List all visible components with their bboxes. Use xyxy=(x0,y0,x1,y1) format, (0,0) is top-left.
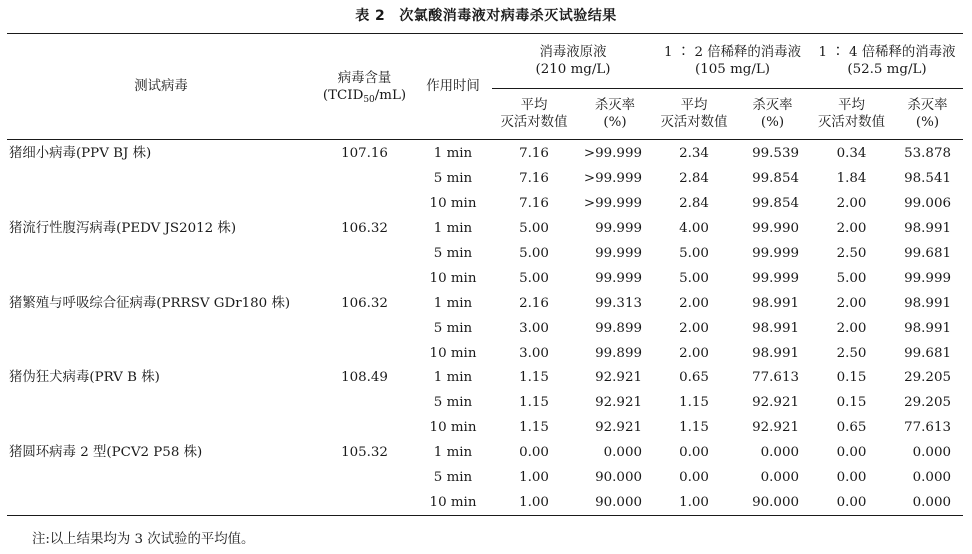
cell-content: 107.16 xyxy=(341,146,388,162)
header-rate-line1: 杀灭率 xyxy=(907,98,948,113)
table-row xyxy=(7,242,963,267)
header-avg-line1: 平均 xyxy=(680,98,708,113)
cell-time: 1 min xyxy=(433,295,473,311)
cell-content xyxy=(315,490,414,515)
header-rate-quarter xyxy=(892,89,963,140)
cell-avg-quarter: 2.00 xyxy=(836,295,867,311)
header-avg-line2: 灭活对数值 xyxy=(660,115,728,130)
header-rate-half xyxy=(734,89,811,140)
header-content-main: 病毒含量 xyxy=(337,70,392,86)
cell-virus xyxy=(7,466,315,491)
cell-rate-half: 98.991 xyxy=(752,320,799,336)
cell-avg-half: 2.84 xyxy=(679,196,709,212)
table-body xyxy=(7,140,963,516)
cell-rate-stock: >99.999 xyxy=(583,146,642,162)
header-time: 作用时间 xyxy=(414,34,492,140)
cell-avg-quarter: 0.65 xyxy=(836,420,867,436)
header-rate-stock xyxy=(576,89,654,140)
cell-rate-half: 0.000 xyxy=(760,445,799,461)
cell-virus xyxy=(7,416,315,441)
cell-avg-stock: 1.15 xyxy=(519,395,549,411)
cell-time: 10 min xyxy=(429,345,477,361)
table-row xyxy=(7,391,963,416)
cell-time: 5 min xyxy=(433,171,473,187)
cell-time: 5 min xyxy=(433,395,473,411)
header-avg-line2: 灭活对数值 xyxy=(500,115,568,130)
cell-time: 1 min xyxy=(433,146,473,162)
cell-avg-stock: 5.00 xyxy=(519,221,549,237)
cell-rate-half: 99.854 xyxy=(752,171,799,187)
cell-rate-stock: 99.999 xyxy=(595,246,642,261)
cell-avg-quarter: 1.84 xyxy=(836,171,867,187)
header-group-quarter-line1: 1 ∶ 4 倍稀释的消毒液 xyxy=(818,45,956,60)
cell-rate-stock: 90.000 xyxy=(595,494,642,510)
header-avg-stock xyxy=(492,89,576,140)
header-content-unit-sub: 50 xyxy=(363,94,375,105)
cell-virus: 猪细小病毒(PPV BJ 株) xyxy=(9,146,152,162)
header-rate-line1: 杀灭率 xyxy=(752,98,793,113)
cell-content xyxy=(315,266,414,291)
header-group-half-line1: 1 ∶ 2 倍稀释的消毒液 xyxy=(664,45,801,60)
cell-avg-quarter: 2.00 xyxy=(836,196,867,212)
cell-avg-stock: 7.16 xyxy=(519,196,549,212)
table-row xyxy=(7,366,963,391)
cell-avg-quarter: 2.00 xyxy=(836,320,867,336)
cell-avg-stock: 1.15 xyxy=(519,370,549,386)
header-group-half-line2: (105 mg/L) xyxy=(695,62,770,77)
table-row xyxy=(7,490,963,515)
cell-rate-quarter: 0.000 xyxy=(912,445,951,461)
cell-virus xyxy=(7,316,315,341)
table-row xyxy=(7,441,963,466)
cell-time: 1 min xyxy=(433,370,473,386)
cell-avg-half: 2.00 xyxy=(679,345,709,361)
cell-avg-stock: 5.00 xyxy=(519,270,549,286)
cell-rate-stock: 0.000 xyxy=(603,445,642,461)
cell-avg-stock: 5.00 xyxy=(519,246,549,261)
cell-rate-quarter: 98.541 xyxy=(904,171,951,187)
cell-content: 108.49 xyxy=(341,370,388,386)
cell-content: 105.32 xyxy=(341,445,388,461)
table-row xyxy=(7,217,963,242)
cell-avg-half: 1.00 xyxy=(679,494,709,510)
header-content-unit-pre: (TCID xyxy=(322,87,364,103)
cell-content xyxy=(315,167,414,192)
cell-content: 106.32 xyxy=(341,221,388,237)
table-row xyxy=(7,266,963,291)
cell-avg-half: 4.00 xyxy=(679,221,709,237)
cell-avg-stock: 3.00 xyxy=(519,320,549,336)
cell-rate-half: 92.921 xyxy=(752,395,799,411)
cell-time: 10 min xyxy=(429,494,477,510)
header-rate-line2: (%) xyxy=(760,115,785,130)
cell-avg-stock: 0.00 xyxy=(519,445,549,461)
cell-avg-stock: 1.00 xyxy=(519,494,549,510)
header-content-unit-post: /mL) xyxy=(374,87,407,103)
cell-rate-half: 90.000 xyxy=(752,494,799,510)
cell-rate-stock: 92.921 xyxy=(595,395,642,411)
cell-avg-half: 2.00 xyxy=(679,320,709,336)
cell-rate-stock: 99.899 xyxy=(595,320,642,336)
header-rate-line2: (%) xyxy=(915,115,940,130)
cell-rate-stock: >99.999 xyxy=(583,171,642,187)
cell-avg-half: 5.00 xyxy=(679,270,709,286)
cell-avg-quarter: 0.00 xyxy=(836,445,867,461)
cell-rate-quarter: 53.878 xyxy=(904,146,951,162)
table-row xyxy=(7,466,963,491)
cell-rate-half: 99.999 xyxy=(752,270,799,286)
cell-rate-half: 0.000 xyxy=(760,470,799,486)
cell-avg-quarter: 2.00 xyxy=(836,221,867,237)
cell-time: 10 min xyxy=(429,196,477,212)
cell-virus: 猪圆环病毒 2 型(PCV2 P58 株) xyxy=(9,445,203,461)
cell-rate-quarter: 99.006 xyxy=(904,196,951,212)
cell-virus xyxy=(7,167,315,192)
header-virus: 测试病毒 xyxy=(7,34,315,140)
cell-avg-stock: 7.16 xyxy=(519,171,549,187)
cell-rate-half: 98.991 xyxy=(752,295,799,311)
cell-time: 10 min xyxy=(429,270,477,286)
cell-avg-half: 5.00 xyxy=(679,246,709,261)
cell-virus: 猪伪狂犬病毒(PRV B 株) xyxy=(9,370,160,386)
cell-virus xyxy=(7,192,315,217)
cell-avg-half: 0.65 xyxy=(679,370,709,386)
cell-content xyxy=(315,466,414,491)
cell-time: 5 min xyxy=(433,320,473,336)
table-row xyxy=(7,416,963,441)
cell-rate-stock: 99.999 xyxy=(595,221,642,237)
cell-rate-stock: 99.313 xyxy=(595,295,642,311)
table-row xyxy=(7,291,963,316)
cell-avg-quarter: 0.00 xyxy=(836,494,867,510)
header-group-stock-line2: (210 mg/L) xyxy=(535,62,611,77)
cell-rate-stock: 92.921 xyxy=(595,370,642,386)
cell-rate-stock: >99.999 xyxy=(583,196,642,212)
header-avg-line1: 平均 xyxy=(520,98,548,113)
cell-avg-quarter: 0.15 xyxy=(836,370,867,386)
cell-time: 10 min xyxy=(429,420,477,436)
header-content xyxy=(315,34,414,140)
cell-virus xyxy=(7,490,315,515)
header-avg-quarter xyxy=(811,89,892,140)
cell-avg-quarter: 5.00 xyxy=(836,270,867,286)
cell-rate-stock: 99.899 xyxy=(595,345,642,361)
cell-avg-stock: 2.16 xyxy=(519,295,549,311)
cell-rate-quarter: 99.681 xyxy=(904,345,951,361)
header-group-half xyxy=(654,34,811,89)
cell-rate-half: 99.999 xyxy=(752,246,799,261)
cell-rate-half: 99.539 xyxy=(752,146,799,162)
table-row xyxy=(7,140,963,167)
cell-virus xyxy=(7,341,315,366)
cell-content xyxy=(315,416,414,441)
table-row xyxy=(7,316,963,341)
cell-content xyxy=(315,192,414,217)
cell-rate-half: 92.921 xyxy=(752,420,799,436)
cell-rate-stock: 92.921 xyxy=(595,420,642,436)
cell-time: 5 min xyxy=(433,246,473,261)
cell-rate-quarter: 99.681 xyxy=(904,246,951,261)
cell-rate-stock: 90.000 xyxy=(595,470,642,486)
header-group-stock-line1: 消毒液原液 xyxy=(539,45,607,60)
cell-avg-quarter: 0.34 xyxy=(836,146,867,162)
cell-rate-quarter: 77.613 xyxy=(904,420,951,436)
table-row xyxy=(7,341,963,366)
cell-avg-quarter: 2.50 xyxy=(836,246,867,261)
cell-rate-quarter: 0.000 xyxy=(912,494,951,510)
header-avg-half xyxy=(654,89,734,140)
header-rate-line1: 杀灭率 xyxy=(594,98,636,113)
cell-avg-half: 2.34 xyxy=(679,146,709,162)
cell-rate-half: 99.990 xyxy=(752,221,799,237)
header-content-unit xyxy=(315,87,414,104)
cell-avg-half: 1.15 xyxy=(679,420,709,436)
header-group-stock xyxy=(492,34,654,89)
cell-virus xyxy=(7,266,315,291)
cell-rate-quarter: 29.205 xyxy=(904,370,951,386)
cell-content xyxy=(315,242,414,267)
cell-virus xyxy=(7,242,315,267)
cell-avg-stock: 1.00 xyxy=(519,470,549,486)
table-title-text: 次氯酸消毒液对病毒杀灭试验结果 xyxy=(399,8,617,24)
cell-rate-half: 98.991 xyxy=(752,345,799,361)
cell-virus: 猪流行性腹泻病毒(PEDV JS2012 株) xyxy=(9,221,237,237)
cell-rate-stock: 99.999 xyxy=(595,270,642,286)
cell-avg-half: 0.00 xyxy=(679,445,709,461)
cell-time: 5 min xyxy=(433,470,473,486)
cell-content xyxy=(315,316,414,341)
header-avg-line1: 平均 xyxy=(838,98,865,113)
table-number: 表 2 xyxy=(355,8,386,24)
cell-rate-quarter: 98.991 xyxy=(904,320,951,336)
cell-avg-quarter: 0.00 xyxy=(836,470,867,486)
cell-content xyxy=(315,341,414,366)
table-row xyxy=(7,167,963,192)
cell-avg-stock: 3.00 xyxy=(519,345,549,361)
cell-avg-stock: 1.15 xyxy=(519,420,549,436)
cell-rate-quarter: 98.991 xyxy=(904,295,951,311)
cell-rate-half: 77.613 xyxy=(752,370,799,386)
cell-avg-half: 0.00 xyxy=(679,470,709,486)
table-note: 注:以上结果均为 3 次试验的平均值。 xyxy=(32,532,255,547)
cell-rate-quarter: 99.999 xyxy=(904,270,951,286)
header-avg-line2: 灭活对数值 xyxy=(818,115,885,130)
cell-rate-quarter: 98.991 xyxy=(904,221,951,237)
table-title xyxy=(0,5,972,25)
cell-time: 1 min xyxy=(433,221,473,237)
cell-content xyxy=(315,391,414,416)
cell-rate-quarter: 0.000 xyxy=(912,470,951,486)
cell-avg-half: 1.15 xyxy=(679,395,709,411)
header-group-quarter-line2: (52.5 mg/L) xyxy=(847,62,927,77)
results-table xyxy=(7,33,963,516)
header-rate-line2: (%) xyxy=(603,115,627,130)
cell-content: 106.32 xyxy=(341,295,388,311)
cell-avg-half: 2.00 xyxy=(679,295,709,311)
cell-avg-stock: 7.16 xyxy=(519,146,549,162)
cell-rate-quarter: 29.205 xyxy=(904,395,951,411)
header-group-quarter xyxy=(811,34,963,89)
table-row xyxy=(7,192,963,217)
cell-rate-half: 99.854 xyxy=(752,196,799,212)
cell-time: 1 min xyxy=(433,445,473,461)
cell-virus xyxy=(7,391,315,416)
cell-virus: 猪繁殖与呼吸综合征病毒(PRRSV GDr180 株) xyxy=(9,295,291,311)
cell-avg-half: 2.84 xyxy=(679,171,709,187)
cell-avg-quarter: 2.50 xyxy=(836,345,867,361)
cell-avg-quarter: 0.15 xyxy=(836,395,867,411)
